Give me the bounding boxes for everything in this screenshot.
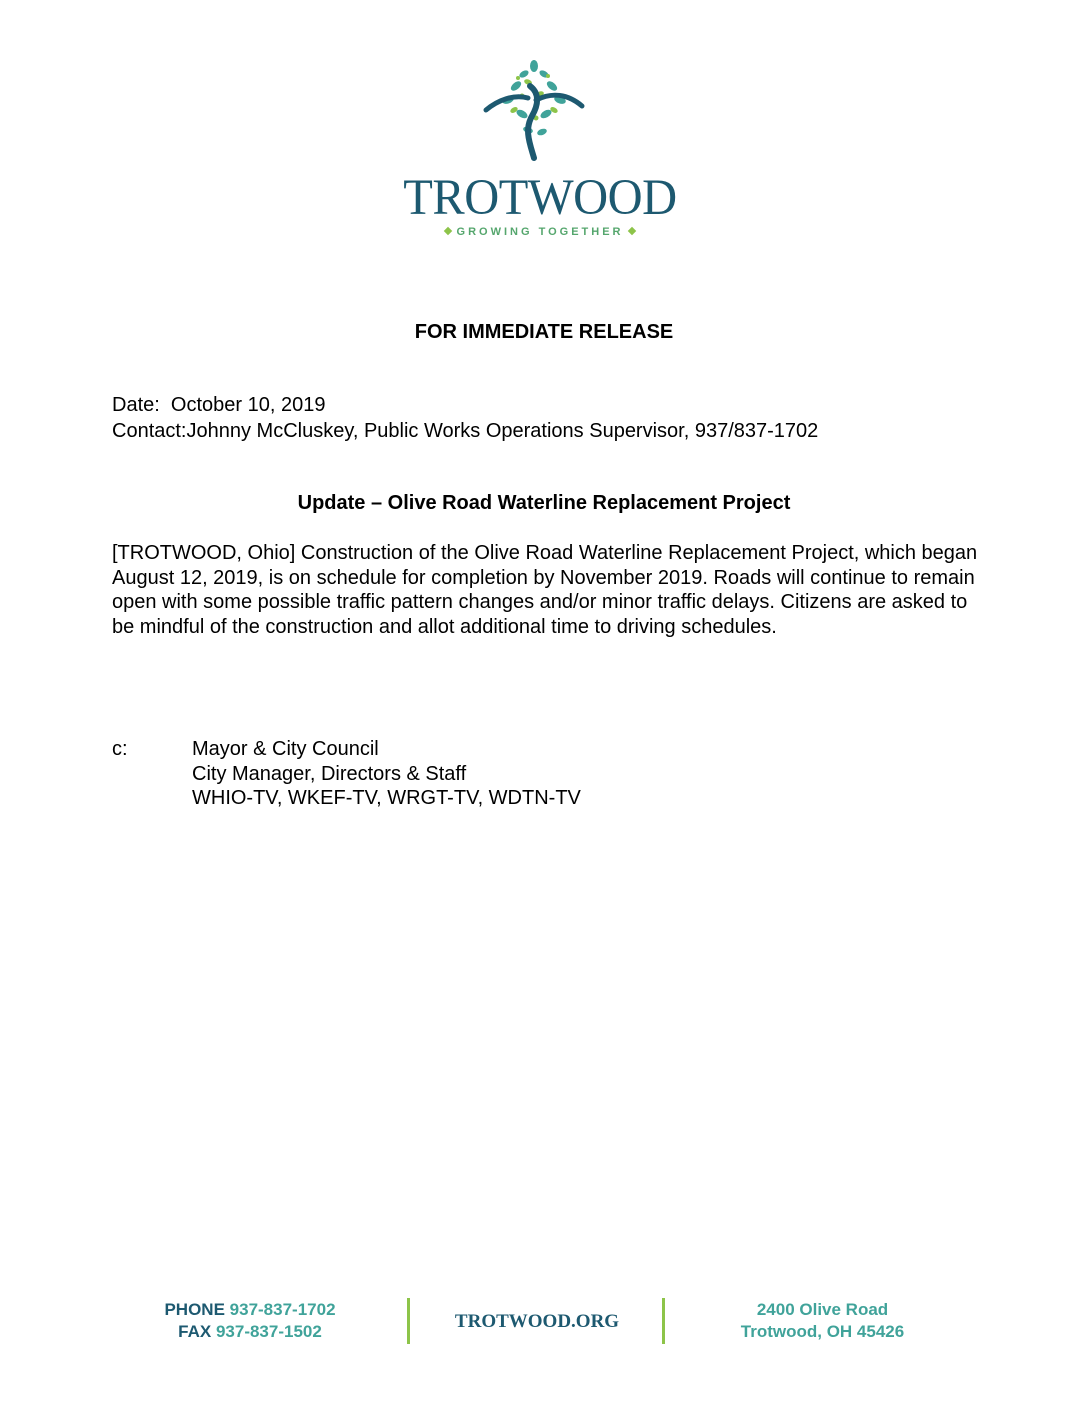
letterhead-footer	[0, 1296, 1088, 1356]
phone-row	[130, 1299, 370, 1321]
footer-address	[690, 1299, 955, 1343]
date-line: Date: October 10, 2019	[112, 394, 326, 416]
address-line-1: 2400 Olive Road	[756, 1300, 889, 1319]
logo-tagline	[390, 225, 690, 239]
body-paragraph: [TROTWOOD, Ohio] Construction of the Olive Road Waterline Replacement Project, which began August 12, 2019, is on schedule for completion by November 2019. Roads will continue to remain open with some possible traffic pattern changes and/or minor traffic delays. Citizens are asked to be mindful of the construction and allot additional time to driving schedules.	[112, 542, 978, 638]
contact-line: Contact:Johnny McCluskey, Public Works Operations Supervisor, 937/837-1702	[112, 420, 819, 442]
footer-divider	[407, 1298, 410, 1344]
footer-contact	[130, 1299, 370, 1343]
fax-row	[130, 1321, 370, 1343]
tree-logo-icon	[478, 52, 590, 164]
fax-label: FAX	[178, 1322, 212, 1341]
footer-divider	[662, 1298, 665, 1344]
footer-website: TROTWOOD.ORG	[454, 1311, 620, 1332]
cc-recipient: City Manager, Directors & Staff	[192, 762, 467, 785]
cc-label: c:	[112, 738, 128, 760]
phone-number: 937-837-1702	[229, 1300, 336, 1319]
cc-list	[192, 737, 581, 811]
document-title: Update – Olive Road Waterline Replacement Project	[297, 492, 791, 514]
fax-number: 937-837-1502	[215, 1322, 322, 1341]
cc-recipient: WHIO-TV, WKEF-TV, WRGT-TV, WDTN-TV	[192, 787, 581, 809]
cc-recipient: Mayor & City Council	[192, 738, 379, 760]
phone-label: PHONE	[164, 1300, 225, 1319]
tagline-text: GROWING TOGETHER	[456, 226, 624, 238]
logo-wordmark: TROTWOOD	[403, 170, 677, 226]
diamond-icon	[628, 227, 636, 235]
diamond-icon	[443, 227, 451, 235]
city-logo	[390, 52, 690, 242]
address-line-2: Trotwood, OH 45426	[740, 1322, 905, 1341]
release-heading: FOR IMMEDIATE RELEASE	[414, 321, 674, 343]
